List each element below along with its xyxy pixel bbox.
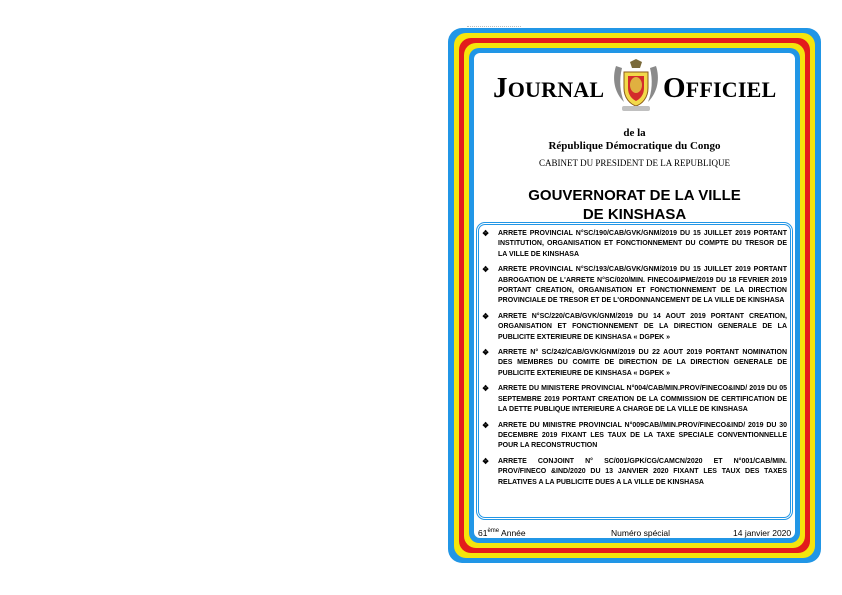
list-item: ❖ ARRETE CONJOINT N° SC/001/GPK/CG/CAMCN/2020 ET N°001/CAB/MIN. PROV/FINECO &IND/2020 DU 13 JANVIER 2020 FIXANT LES TAUX DES TAXES RELATIVES A LA PUBLICITE DUES A LA VILLE DE KINSHASA <box>482 456 787 486</box>
section-heading-line1: GOUVERNORAT DE LA VILLE <box>528 187 741 204</box>
cabinet-line: CABINET DU PRESIDENT DE LA REPUBLIQUE <box>539 158 730 168</box>
footer-edition: Numéro spécial <box>611 528 671 538</box>
list-item: ❖ ARRETE PROVINCIAL N°SC/193/CAB/GVK/GNM/2019 DU 15 JUILLET 2019 PORTANT ABROGATION DE L'ARRETE N°SC/020/MIN. FINECO&IPME/2019 DU 18 FEVRIER 2019 PORTANT CREATION, ORGANISATION ET FONCTIONNEMENT DE LA DIRECTION PROVINCIALE DE TRESOR ET DE L'ORDONNANCEMENT DE LA VILLE DE KINSHASA <box>482 265 787 305</box>
diamond-bullet-icon: ❖ <box>482 384 490 394</box>
list-item: ❖ ARRETE DU MINISTERE PROVINCIAL N°004/CAB/MIN.PROV/FINECO&IND/ 2019 DU 05 SEPTEMBRE 2019 PORTANT CREATION DE LA COMMISSION DE CERTIFICATION DE LA DETTE PUBLIQUE INTERIEURE A CHARGE DE LA VILLE DE KINSHASA <box>482 384 787 414</box>
title-journal: JOURNAL <box>493 72 605 104</box>
diamond-bullet-icon: ❖ <box>482 311 490 321</box>
title-officiel: OFFICIEL <box>663 72 777 104</box>
list-item: ❖ ARRETE N° SC/242/CAB/GVK/GNM/2019 DU 22 AOUT 2019 PORTANT NOMINATION DES MEMBRES DU COMITE DE DIRECTION DE LA DIRECTION GENERALE DE PUBLICITE EXTERIEURE DE KINSHASA « DGPEK » <box>482 348 787 377</box>
coat-of-arms-icon <box>610 58 662 114</box>
list-item: ❖ ARRETE PROVINCIAL N°SC/190/CAB/GVK/GNM/2019 DU 15 JUILLET 2019 PORTANT INSTITUTION, ORGANISATION ET FONCTIONNEMENT DU COMPTE DU TRESOR DE LA VILLE DE KINSHASA <box>482 229 787 258</box>
footer-year: 61ème Année <box>478 528 526 538</box>
section-heading-line2: DE KINSHASA <box>582 206 687 223</box>
diamond-bullet-icon: ❖ <box>482 229 490 238</box>
list-item: ❖ ARRETE DU MINISTRE PROVINCIAL N°009CAB//MIN.PROV/FINECO&IND/ 2019 DU 30 DECEMBRE 2019 FIXANT LES TAUX DE LA TAXE SPECIALE CONVENTIONNELLE POUR LA RECONSTRUCTION <box>482 420 787 450</box>
diamond-bullet-icon: ❖ <box>482 456 490 466</box>
diamond-bullet-icon: ❖ <box>482 348 490 358</box>
contents-list <box>480 229 787 493</box>
list-item: ❖ ARRETE N°SC/220/CAB/GVK/GNM/2019 DU 14 AOUT 2019 PORTANT CREATION, ORGANISATION ET FONCTIONNEMENT DE LA DIRECTION GENERALE DE LA PUBLICITE EXTERIEURE DE KINSHASA « DGPEK » <box>482 311 787 341</box>
subtitle-de-la: de la <box>623 127 646 139</box>
page-tick-mark <box>467 26 521 27</box>
diamond-bullet-icon: ❖ <box>482 420 490 430</box>
subtitle-country: République Démocratique du Congo <box>548 140 721 152</box>
diamond-bullet-icon: ❖ <box>482 265 490 275</box>
footer-date: 14 janvier 2020 <box>733 528 792 538</box>
